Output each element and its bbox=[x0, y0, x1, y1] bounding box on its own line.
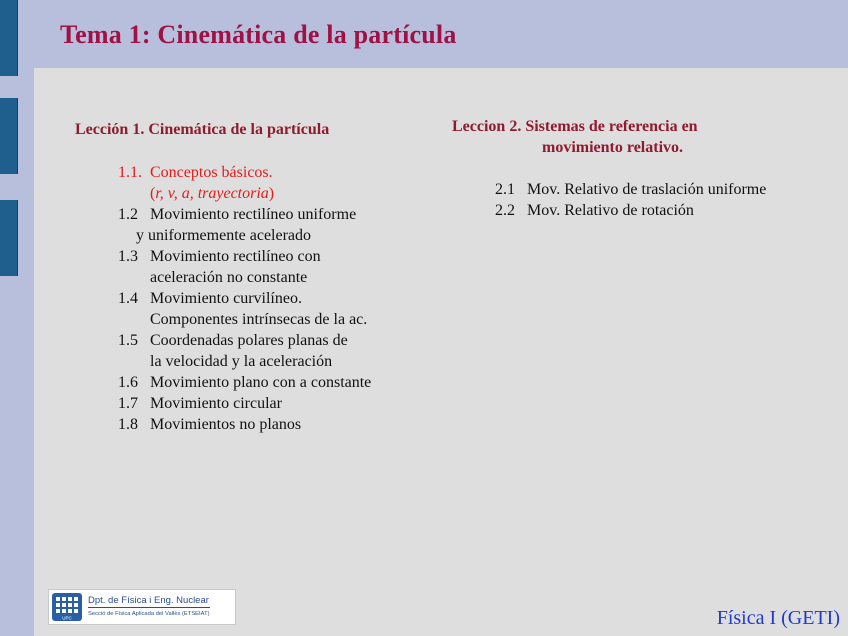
topic-number: 1.6 bbox=[118, 374, 138, 391]
slide-content bbox=[34, 68, 848, 636]
topic-1-6 bbox=[118, 372, 371, 393]
topic-1-2 bbox=[118, 204, 371, 246]
logo-subtitle: Secció de Física Aplicada del Vallès (ETSEIAT) bbox=[88, 607, 210, 620]
sidebar-tab-3 bbox=[0, 200, 18, 276]
topic-2-2 bbox=[495, 200, 766, 221]
topic-1-8 bbox=[118, 414, 371, 435]
topic-number: 1.5 bbox=[118, 332, 138, 349]
topic-number: 2.1 bbox=[495, 181, 515, 198]
topic-text: Movimiento plano con a constante bbox=[150, 374, 372, 391]
topic-number: 2.2 bbox=[495, 202, 515, 219]
footer-course-name: Física I (GETI) bbox=[716, 607, 840, 629]
topic-subtext: Componentes intrínsecas de la ac. bbox=[150, 311, 368, 328]
topic-subtext: la velocidad y la aceleración bbox=[150, 353, 333, 370]
topic-1-3 bbox=[118, 246, 371, 288]
topic-number: 1.2 bbox=[118, 206, 138, 223]
topic-1-7 bbox=[118, 393, 371, 414]
topic-text: Conceptos básicos. bbox=[150, 164, 273, 181]
department-logo bbox=[48, 589, 236, 625]
topic-text: Movimiento curvilíneo. bbox=[150, 290, 302, 307]
svg-text:UPC: UPC bbox=[62, 615, 72, 621]
lesson1-heading: Lección 1. Cinemática de la partícula bbox=[75, 121, 330, 138]
slide-title: Tema 1: Cinemática de la partícula bbox=[60, 20, 457, 49]
topic-2-1 bbox=[495, 179, 766, 200]
lesson1-topic-list bbox=[118, 162, 371, 435]
topic-number: 1.3 bbox=[118, 248, 138, 265]
topic-number: 1.8 bbox=[118, 416, 138, 433]
lesson2-heading-line2: movimiento relativo. bbox=[542, 139, 684, 156]
logo-title: Dpt. de Física i Eng. Nuclear bbox=[88, 594, 209, 606]
topic-subtext: (r, v, a, trayectoria) bbox=[150, 185, 275, 202]
topic-subtext: aceleración no constante bbox=[150, 269, 308, 286]
sidebar-tab-1 bbox=[0, 0, 18, 76]
sidebar-tab-2 bbox=[0, 98, 18, 174]
topic-text: Mov. Relativo de traslación uniforme bbox=[527, 181, 767, 198]
topic-text: Movimiento rectilíneo con bbox=[150, 248, 321, 265]
topic-1-1 bbox=[118, 162, 371, 204]
topic-number: 1.7 bbox=[118, 395, 138, 412]
upc-logo-icon bbox=[52, 593, 82, 621]
topic-text: Movimiento rectilíneo uniforme bbox=[150, 206, 357, 223]
topic-number: 1.1. bbox=[118, 164, 142, 181]
topic-text: Movimientos no planos bbox=[150, 416, 302, 433]
lesson2-heading-line1: Leccion 2. Sistemas de referencia en bbox=[452, 118, 698, 135]
topic-subtext: y uniformemente acelerado bbox=[136, 227, 312, 244]
topic-text: Mov. Relativo de rotación bbox=[527, 202, 694, 219]
topic-1-4 bbox=[118, 288, 371, 330]
lesson2-heading bbox=[452, 116, 698, 158]
topic-text: Coordenadas polares planas de bbox=[150, 332, 348, 349]
topic-1-5 bbox=[118, 330, 371, 372]
lesson2-topic-list bbox=[495, 179, 766, 221]
topic-text: Movimiento circular bbox=[150, 395, 282, 412]
topic-number: 1.4 bbox=[118, 290, 138, 307]
